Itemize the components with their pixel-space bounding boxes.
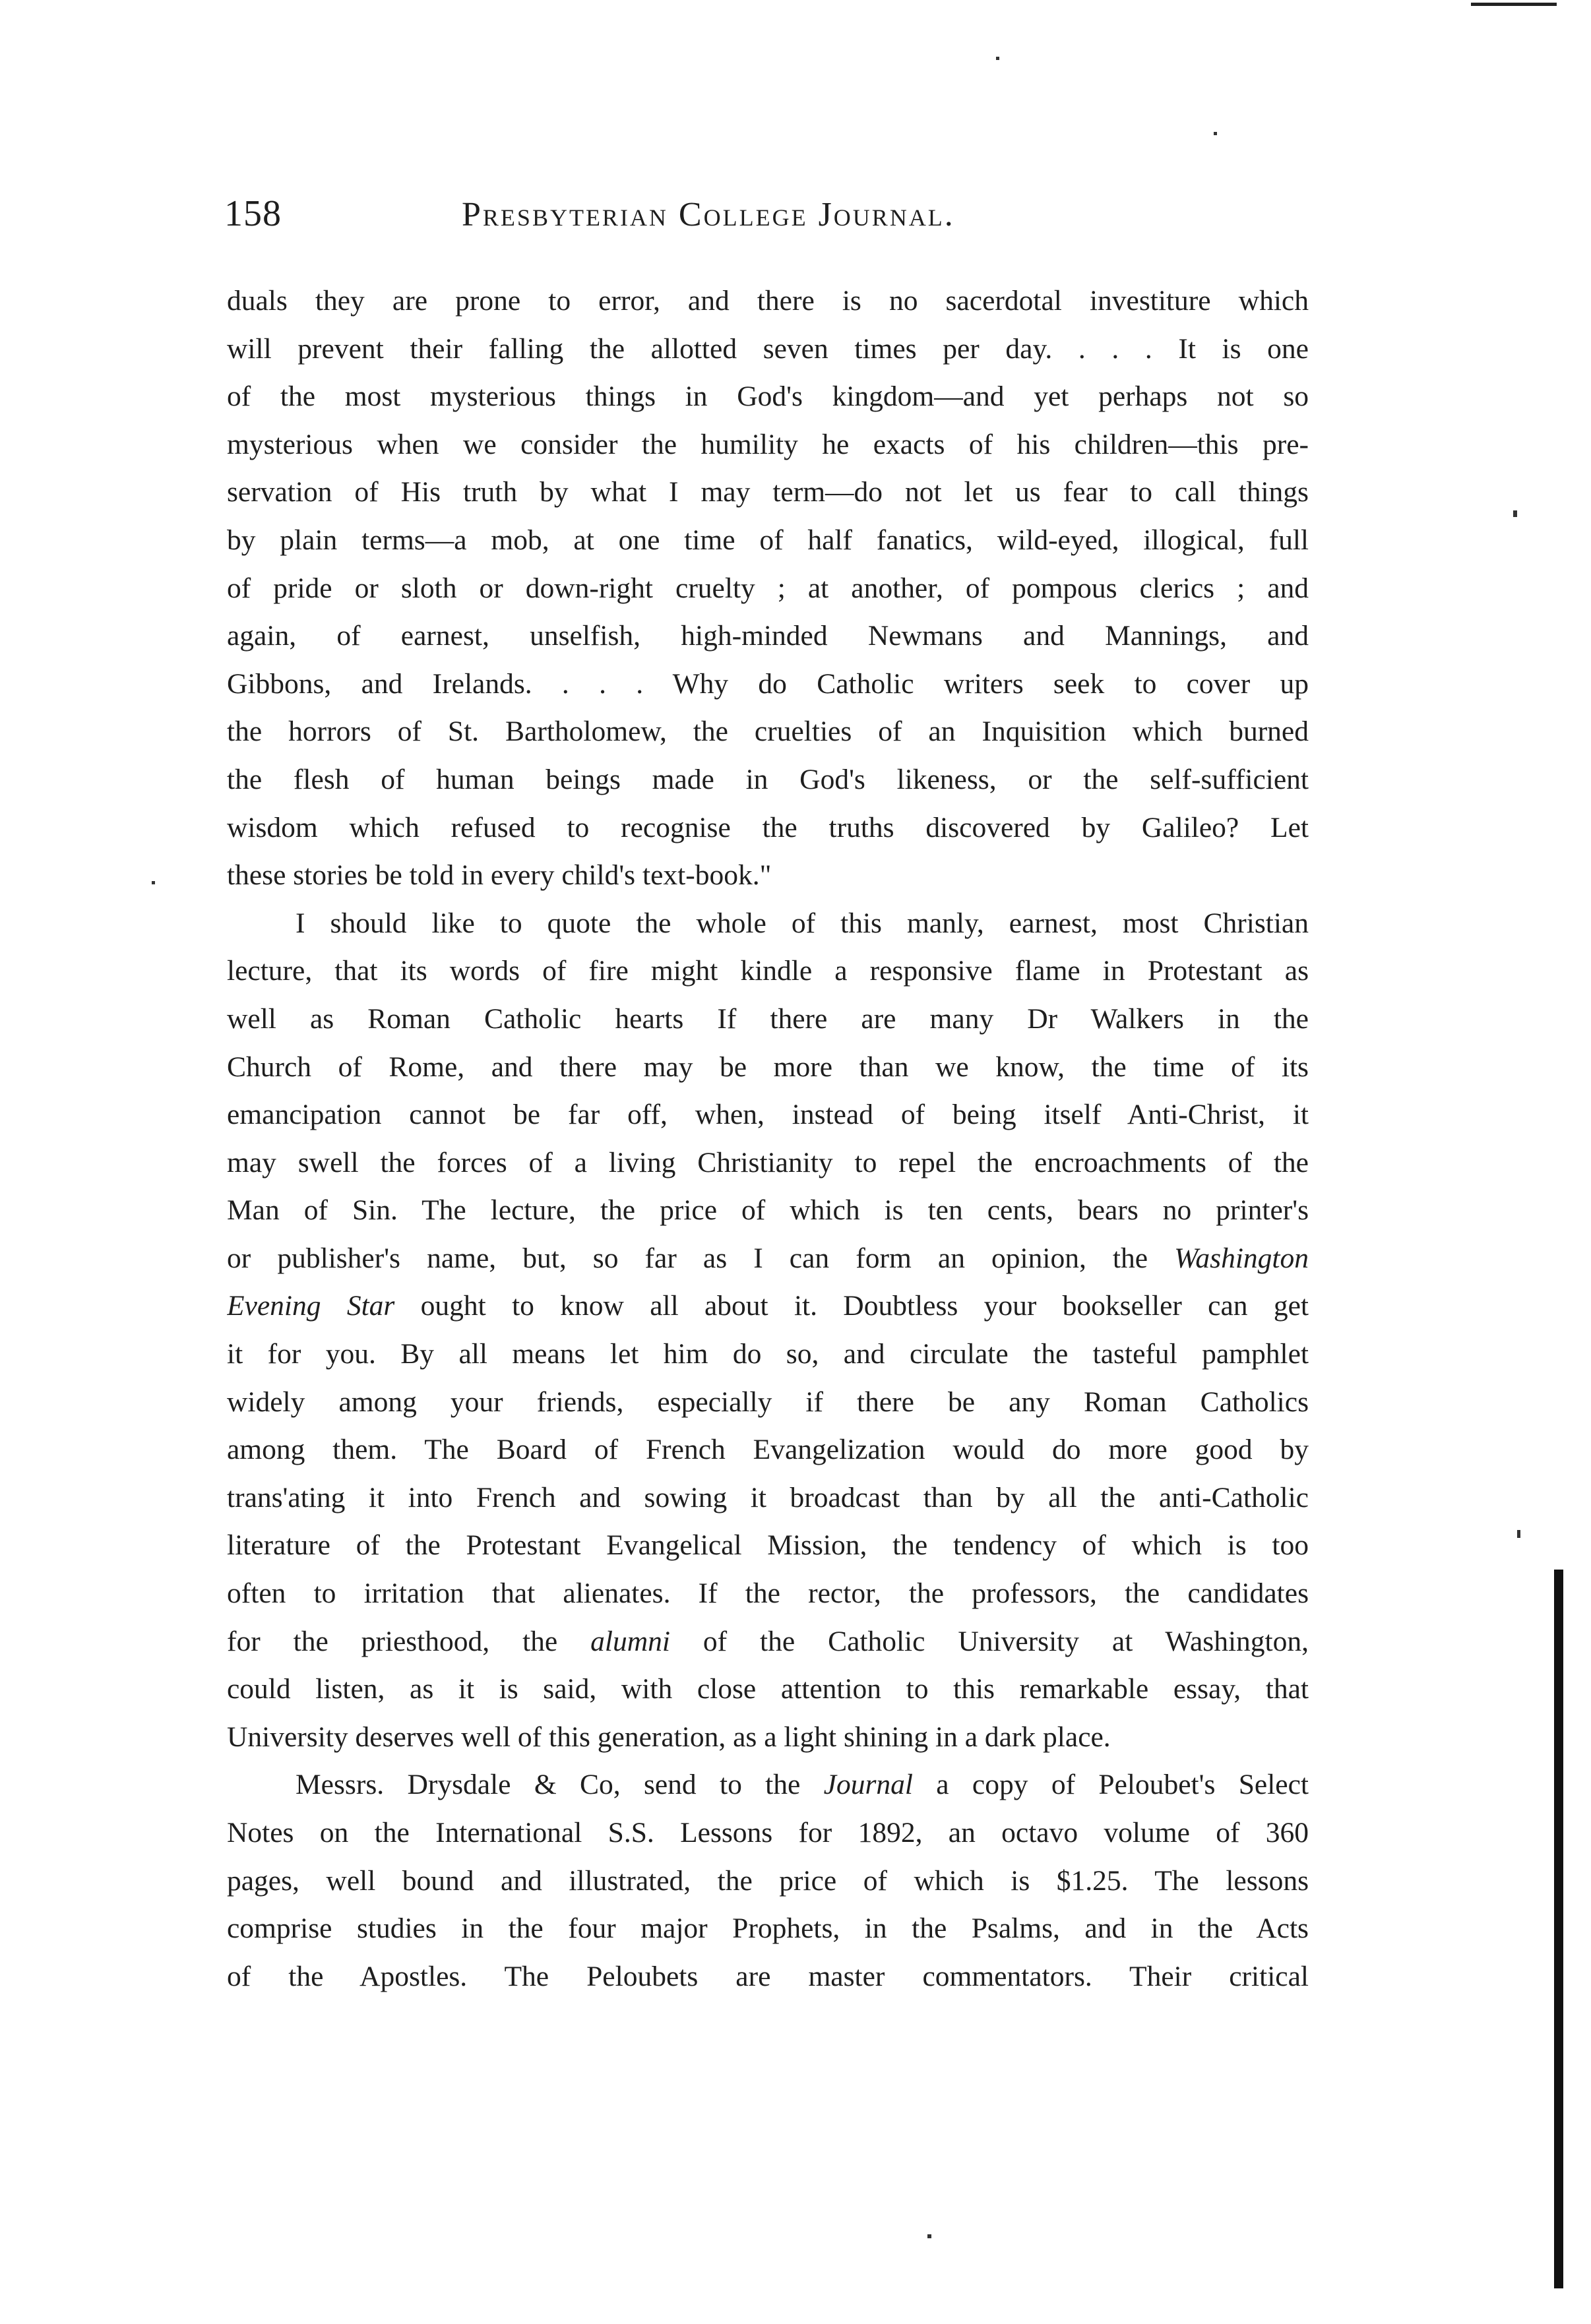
- text-line: duals they are prone to error, and there is no sacerdotal investiture which: [227, 285, 1309, 317]
- text-line: mysterious when we consider the humility he exacts of his children—this pre-: [227, 428, 1309, 460]
- scan-speck: [996, 57, 999, 60]
- text-segment: or publisher's name, but, so far as I can form an opinion, the: [227, 1242, 1175, 1274]
- text-line: [227, 1761, 1309, 1809]
- text-line: wisdom which refused to recognise the truths discovered by Galileo? Let: [227, 811, 1309, 843]
- text-line: I should like to quote the whole of this manly, earnest, most Christian: [296, 907, 1309, 939]
- text-line: of the most mysterious things in God's kingdom—and yet perhaps not so: [227, 381, 1309, 413]
- text-segment: Messrs. Drysdale & Co, send to the: [296, 1769, 824, 1801]
- text-line: will prevent their falling the allotted seven times per day. . . . It is one: [227, 332, 1309, 365]
- text-segment: of the Catholic University at Washington,: [670, 1625, 1309, 1657]
- text-line: emancipation cannot be far off, when, instead of being itself Anti-Christ, it: [227, 1099, 1309, 1131]
- text-line: Gibbons, and Irelands. . . . Why do Catholic writers seek to cover up: [227, 667, 1309, 700]
- text-line: of the Apostles. The Peloubets are master commentators. Their critical: [227, 1960, 1309, 1992]
- text-line: [227, 1235, 1309, 1283]
- paragraph-2: [227, 900, 1309, 1761]
- text-line: Church of Rome, and there may be more than we know, the time of its: [227, 1051, 1309, 1083]
- text-line: of pride or sloth or down-right cruelty ; at another, of pompous clerics ; and: [227, 572, 1309, 604]
- scan-speck: [1517, 1530, 1520, 1538]
- text-line: lecture, that its words of fire might kindle a responsive flame in Protestant as: [227, 955, 1309, 987]
- scan-speck: [927, 2234, 931, 2238]
- text-line: among them. The Board of French Evangelization would do more good by: [227, 1434, 1309, 1466]
- italic-title: Journal: [823, 1769, 913, 1801]
- text-line: by plain terms—a mob, at one time of half fanatics, wild-eyed, illogical, full: [227, 524, 1309, 556]
- text-segment: ought to know all about it. Doubtless your bookseller can get: [394, 1290, 1309, 1322]
- text-line: often to irritation that alienates. If the rector, the professors, the candidates: [227, 1577, 1309, 1610]
- text-line: the horrors of St. Bartholomew, the cruelties of an Inquisition which burned: [227, 716, 1309, 748]
- scan-margin-bar: [1554, 1570, 1563, 2288]
- text-line: servation of His truth by what I may term—do not let us fear to call things: [227, 476, 1309, 508]
- page-number: 158: [224, 193, 282, 234]
- text-line: the flesh of human beings made in God's likeness, or the self-sufficient: [227, 763, 1309, 795]
- text-line: may swell the forces of a living Christianity to repel the encroachments of the: [227, 1146, 1309, 1178]
- scan-edge-mark: [1471, 3, 1557, 6]
- running-head: Presbyterian College Journal.: [462, 196, 955, 233]
- italic-title: Washington: [1174, 1242, 1309, 1274]
- text-line: literature of the Protestant Evangelical Mission, the tendency of which is too: [227, 1529, 1309, 1562]
- paragraph-3: [227, 1761, 1309, 2000]
- text-line: well as Roman Catholic hearts If there are many Dr Walkers in the: [227, 1002, 1309, 1035]
- page-header: [224, 193, 1319, 252]
- scan-speck: [1513, 510, 1517, 517]
- text-line: Man of Sin. The lecture, the price of which is ten cents, bears no printer's: [227, 1194, 1309, 1227]
- italic-title: Evening Star: [227, 1290, 395, 1322]
- text-line: University deserves well of this generation, as a light shining in a dark place.: [227, 1721, 1111, 1753]
- text-line: again, of earnest, unselfish, high-minded Newmans and Mannings, and: [227, 620, 1309, 652]
- scan-speck: [1214, 132, 1217, 135]
- italic-word: alumni: [590, 1625, 670, 1657]
- text-line: widely among your friends, especially if there be any Roman Catholics: [227, 1386, 1309, 1418]
- text-line: [227, 1282, 1309, 1330]
- text-line: could listen, as it is said, with close attention to this remarkable essay, that: [227, 1673, 1309, 1705]
- text-line: pages, well bound and illustrated, the price of which is $1.25. The lessons: [227, 1864, 1309, 1897]
- text-line: trans'ating it into French and sowing it broadcast than by all the anti-Catholic: [227, 1481, 1309, 1514]
- text-line: [227, 1618, 1309, 1666]
- text-line: Notes on the International S.S. Lessons for 1892, an octavo volume of 360: [227, 1817, 1309, 1849]
- text-line: these stories be told in every child's text-book.": [227, 859, 772, 892]
- text-line: it for you. By all means let him do so, and circulate the tasteful pamphlet: [227, 1338, 1309, 1370]
- text-segment: a copy of Peloubet's Select: [912, 1769, 1309, 1801]
- paragraph-1: [227, 277, 1309, 900]
- text-segment: for the priesthood, the: [227, 1625, 591, 1657]
- text-line: comprise studies in the four major Prophets, in the Psalms, and in the Acts: [227, 1912, 1309, 1945]
- scan-speck: [152, 881, 155, 884]
- body-text: [227, 277, 1309, 2000]
